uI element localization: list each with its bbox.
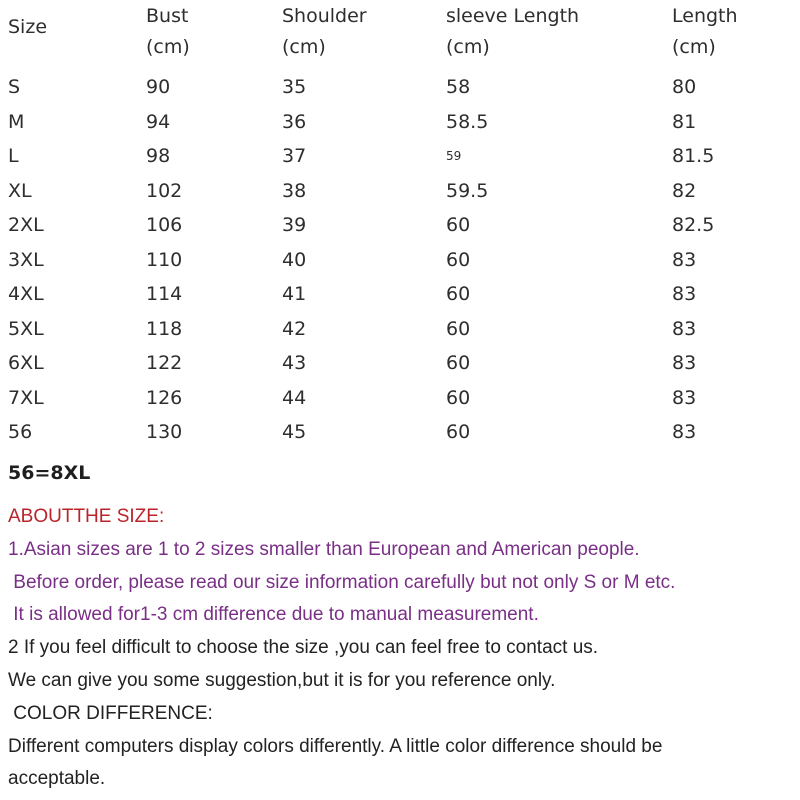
header-bust-label: Bust <box>146 5 189 27</box>
cell-length: 82.5 <box>672 214 715 236</box>
header-sleeve-length-label: sleeve Length <box>446 5 580 27</box>
cell-size: 2XL <box>8 214 44 236</box>
cell-length: 83 <box>672 283 697 305</box>
cell-shoulder: 43 <box>282 352 307 374</box>
cell-length: 81.5 <box>672 145 715 167</box>
cell-shoulder: 37 <box>282 145 307 167</box>
cell-shoulder: 36 <box>282 110 307 133</box>
info-line: 2 If you feel difficult to choose the size ,you can feel free to contact us. <box>8 637 599 659</box>
header-shoulder-unit: (cm) <box>282 36 326 58</box>
cell-sleeve-length: 60 <box>446 248 471 271</box>
cell-size: 7XL <box>8 386 44 409</box>
cell-shoulder: 45 <box>282 421 307 443</box>
cell-shoulder: 42 <box>282 317 307 340</box>
info-line: It is allowed for1-3 cm difference due to manual measurement. <box>8 604 539 626</box>
header-size-label: Size <box>8 16 48 38</box>
cell-bust: 126 <box>146 386 183 409</box>
cell-size: M <box>8 110 25 133</box>
cell-size: XL <box>8 179 32 202</box>
cell-shoulder: 35 <box>282 76 307 98</box>
cell-sleeve-length: 60 <box>446 214 471 236</box>
info-line: Different computers display colors differently. A little color difference should be <box>8 735 663 757</box>
cell-size: 56 <box>8 421 33 443</box>
cell-length: 83 <box>672 386 697 409</box>
cell-length: 81 <box>672 110 697 133</box>
cell-bust: 118 <box>146 317 183 340</box>
cell-bust: 106 <box>146 214 183 236</box>
cell-shoulder: 38 <box>282 179 307 202</box>
header-length-unit: (cm) <box>672 36 716 58</box>
cell-shoulder: 39 <box>282 214 307 236</box>
cell-size: 3XL <box>8 248 44 271</box>
cell-size: S <box>8 76 21 98</box>
cell-shoulder: 41 <box>282 283 307 305</box>
cell-length: 83 <box>672 421 697 443</box>
cell-sleeve-length: 58.5 <box>446 110 489 133</box>
info-heading: ABOUTTHE SIZE: <box>8 506 165 527</box>
info-line: COLOR DIFFERENCE: <box>8 702 213 724</box>
info-line: We can give you some suggestion,but it is for you reference only. <box>8 670 556 691</box>
cell-shoulder: 40 <box>282 248 307 271</box>
cell-bust: 122 <box>146 352 183 374</box>
cell-size: 4XL <box>8 283 44 305</box>
cell-length: 82 <box>672 179 697 202</box>
info-line: Before order, please read our size information carefully but not only S or M etc. <box>8 571 676 593</box>
cell-length: 83 <box>672 352 697 374</box>
size-note: 56=8XL <box>8 462 91 484</box>
cell-sleeve-length: 60 <box>446 352 471 374</box>
cell-length: 83 <box>672 317 697 340</box>
cell-shoulder: 44 <box>282 386 307 409</box>
info-line: 1.Asian sizes are 1 to 2 sizes smaller than European and American people. <box>8 538 640 560</box>
cell-bust: 90 <box>146 76 171 98</box>
cell-size: 5XL <box>8 317 44 340</box>
cell-sleeve-length: 58 <box>446 76 471 98</box>
header-shoulder-label: Shoulder <box>282 5 367 27</box>
cell-size: 6XL <box>8 352 44 374</box>
cell-bust: 102 <box>146 179 183 202</box>
cell-sleeve-length: 59.5 <box>446 179 489 202</box>
cell-sleeve-length: 60 <box>446 283 471 305</box>
cell-bust: 110 <box>146 248 183 271</box>
cell-length: 83 <box>672 248 697 271</box>
header-length-label: Length <box>672 5 738 27</box>
cell-sleeve-length: 60 <box>446 386 471 409</box>
cell-length: 80 <box>672 76 697 98</box>
cell-sleeve-length: 60 <box>446 421 471 443</box>
cell-size: L <box>8 145 19 167</box>
cell-bust: 98 <box>146 145 171 167</box>
header-sleeve-length-unit: (cm) <box>446 36 490 58</box>
header-bust-unit: (cm) <box>146 36 190 58</box>
cell-bust: 130 <box>146 421 183 443</box>
info-line: acceptable. <box>8 768 106 790</box>
cell-sleeve-length: 59 <box>446 149 462 163</box>
cell-bust: 114 <box>146 283 183 305</box>
cell-bust: 94 <box>146 110 171 133</box>
cell-sleeve-length: 60 <box>446 317 471 340</box>
